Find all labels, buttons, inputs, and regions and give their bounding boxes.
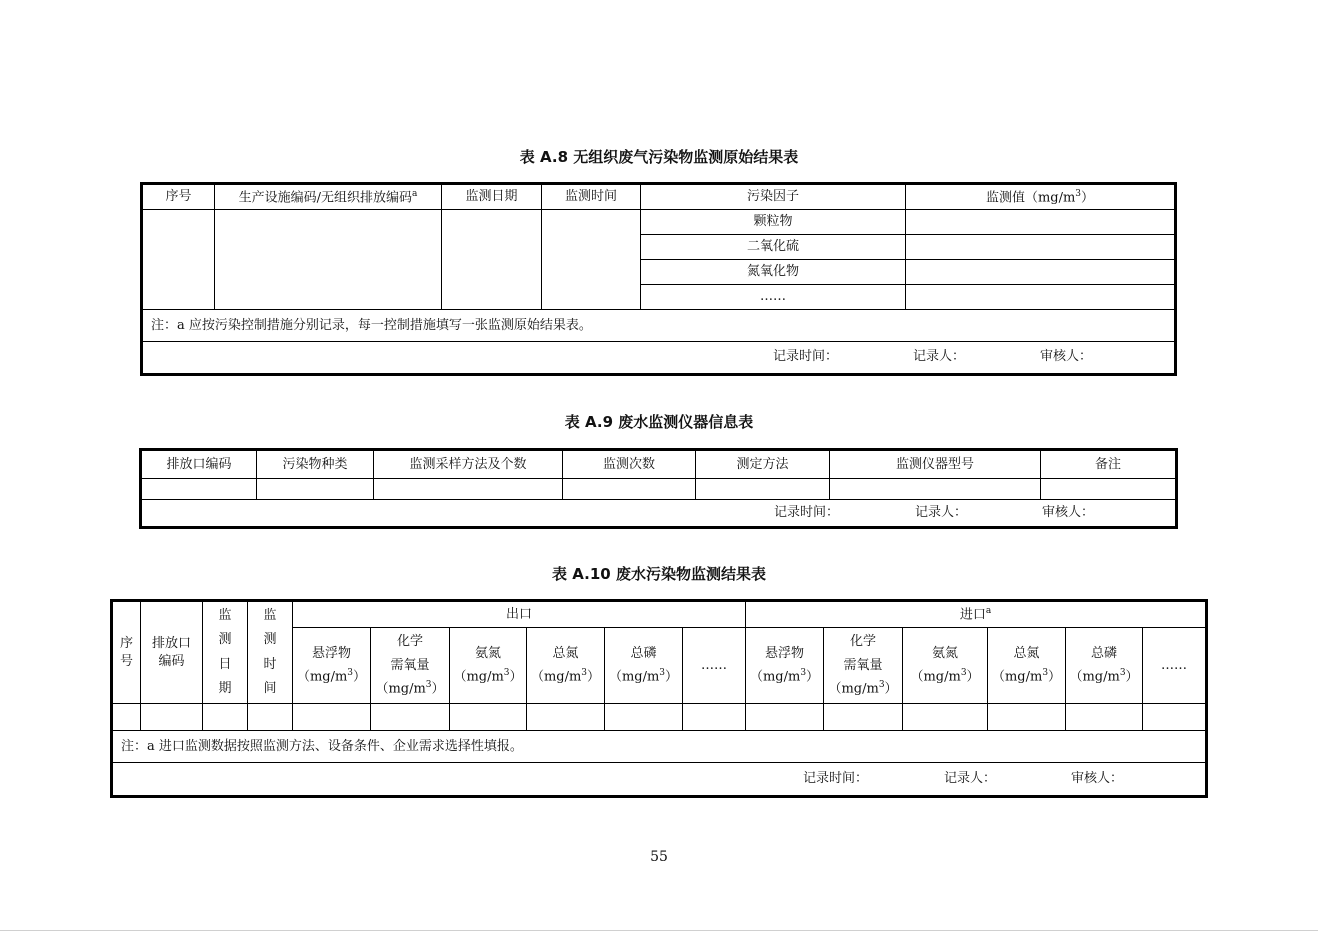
header-inlet-cod: 化学 需氧量 $(mg/m^3)$: [824, 628, 903, 704]
reviewer-label: 审核人：: [1042, 505, 1095, 520]
cell-facility-code[interactable]: [215, 210, 442, 310]
recorder-label: 记录人：: [913, 349, 966, 364]
header-outlet-tp: 总磷 $(mg/m^3)$: [605, 628, 683, 704]
cell-outlet-ss[interactable]: [293, 704, 371, 731]
header-monitor-time: 监 测 时 间: [248, 601, 293, 704]
cell-pollutant-type[interactable]: [257, 479, 374, 500]
cell-inlet-nh3n[interactable]: [903, 704, 988, 731]
factor-nox: 氮氧化物: [641, 260, 906, 285]
table-a10-signature-row: [112, 763, 1207, 797]
cell-date[interactable]: [203, 704, 248, 731]
factor-particulate: 颗粒物: [641, 210, 906, 235]
header-outlet-nh3n: 氨氮 $(mg/m^3)$: [450, 628, 527, 704]
header-inlet-nh3n: 氨氮 $(mg/m^3)$: [903, 628, 988, 704]
reviewer-label: 审核人：: [1040, 349, 1093, 364]
cell-inlet-more[interactable]: [1143, 704, 1207, 731]
cell-inlet-ss[interactable]: [746, 704, 824, 731]
header-inlet-more: ……: [1143, 628, 1207, 704]
header-monitor-date: 监 测 日 期: [203, 601, 248, 704]
header-seq: 序号: [142, 184, 215, 210]
header-facility-code: 生产设施编码/无组织排放编码$^a$: [215, 184, 442, 210]
cell-time[interactable]: [248, 704, 293, 731]
header-pollutant-type: 污染物种类: [257, 450, 374, 479]
cell-sampling-method[interactable]: [374, 479, 563, 500]
header-inlet-group: 进口$^a$: [746, 601, 1207, 628]
header-outlet-group: 出口: [293, 601, 746, 628]
header-time: 监测时间: [542, 184, 641, 210]
cell-inlet-tn[interactable]: [988, 704, 1066, 731]
cell-outlet-cod[interactable]: [371, 704, 450, 731]
table-a9-title: 表 A.9 废水监测仪器信息表: [564, 413, 754, 431]
record-time-label: 记录时间：: [774, 505, 840, 520]
table-a8-title: 表 A.8 无组织废气污染物监测原始结果表: [519, 148, 799, 166]
header-outlet-cod: 化学 需氧量 $(mg/m^3)$: [371, 628, 450, 704]
cell-outlet-tn[interactable]: [527, 704, 605, 731]
recorder-label: 记录人：: [944, 771, 997, 786]
table-a8-note: 注：a 应按污染控制措施分别记录，每一控制措施填写一张监测原始结果表。: [142, 310, 1176, 342]
header-inlet-tn: 总氮 $(mg/m^3)$: [988, 628, 1066, 704]
header-instrument-model: 监测仪器型号: [830, 450, 1041, 479]
header-outlet-ss: 悬浮物 $(mg/m^3)$: [293, 628, 371, 704]
header-factor: 污染因子: [641, 184, 906, 210]
table-a10: [110, 599, 1208, 798]
header-seq: 序 号: [112, 601, 141, 704]
factor-more: ……: [641, 285, 906, 310]
cell-outlet-code[interactable]: [141, 479, 257, 500]
cell-seq[interactable]: [112, 704, 141, 731]
table-a9: [139, 448, 1178, 529]
header-outlet-more: ……: [683, 628, 746, 704]
page-bottom-divider: [0, 930, 1318, 931]
table-a10-note: 注：a 进口监测数据按照监测方法、设备条件、企业需求选择性填报。: [112, 731, 1207, 763]
header-outlet-code: 排放口 编码: [141, 601, 203, 704]
header-date: 监测日期: [442, 184, 542, 210]
cell-inlet-cod[interactable]: [824, 704, 903, 731]
cell-outlet-code[interactable]: [141, 704, 203, 731]
header-outlet-tn: 总氮 $(mg/m^3)$: [527, 628, 605, 704]
cell-outlet-nh3n[interactable]: [450, 704, 527, 731]
value-more[interactable]: [906, 285, 1176, 310]
reviewer-label: 审核人：: [1071, 771, 1124, 786]
header-inlet-tp: 总磷 $(mg/m^3)$: [1066, 628, 1143, 704]
cell-instrument-model[interactable]: [830, 479, 1041, 500]
cell-remark[interactable]: [1041, 479, 1177, 500]
value-nox[interactable]: [906, 260, 1176, 285]
record-time-label: 记录时间：: [773, 349, 839, 364]
cell-monitor-count[interactable]: [563, 479, 696, 500]
cell-outlet-tp[interactable]: [605, 704, 683, 731]
cell-date[interactable]: [442, 210, 542, 310]
header-outlet-code: 排放口编码: [141, 450, 257, 479]
factor-so2: 二氧化硫: [641, 235, 906, 260]
page-number: 55: [650, 849, 668, 865]
value-particulate[interactable]: [906, 210, 1176, 235]
table-a8-signature-row: [142, 342, 1176, 375]
record-time-label: 记录时间：: [803, 771, 869, 786]
cell-inlet-tp[interactable]: [1066, 704, 1143, 731]
cell-measure-method[interactable]: [696, 479, 830, 500]
cell-time[interactable]: [542, 210, 641, 310]
header-measure-method: 测定方法: [696, 450, 830, 479]
header-inlet-ss: 悬浮物 $(mg/m^3)$: [746, 628, 824, 704]
recorder-label: 记录人：: [915, 505, 968, 520]
cell-outlet-more[interactable]: [683, 704, 746, 731]
header-monitor-count: 监测次数: [563, 450, 696, 479]
table-a8: [140, 182, 1177, 376]
table-a10-title: 表 A.10 废水污染物监测结果表: [552, 565, 766, 583]
table-a9-signature-row: [141, 500, 1177, 528]
header-value: 监测值$(mg/m^3)$: [906, 184, 1176, 210]
cell-seq[interactable]: [142, 210, 215, 310]
value-so2[interactable]: [906, 235, 1176, 260]
header-sampling-method: 监测采样方法及个数: [374, 450, 563, 479]
header-remark: 备注: [1041, 450, 1177, 479]
